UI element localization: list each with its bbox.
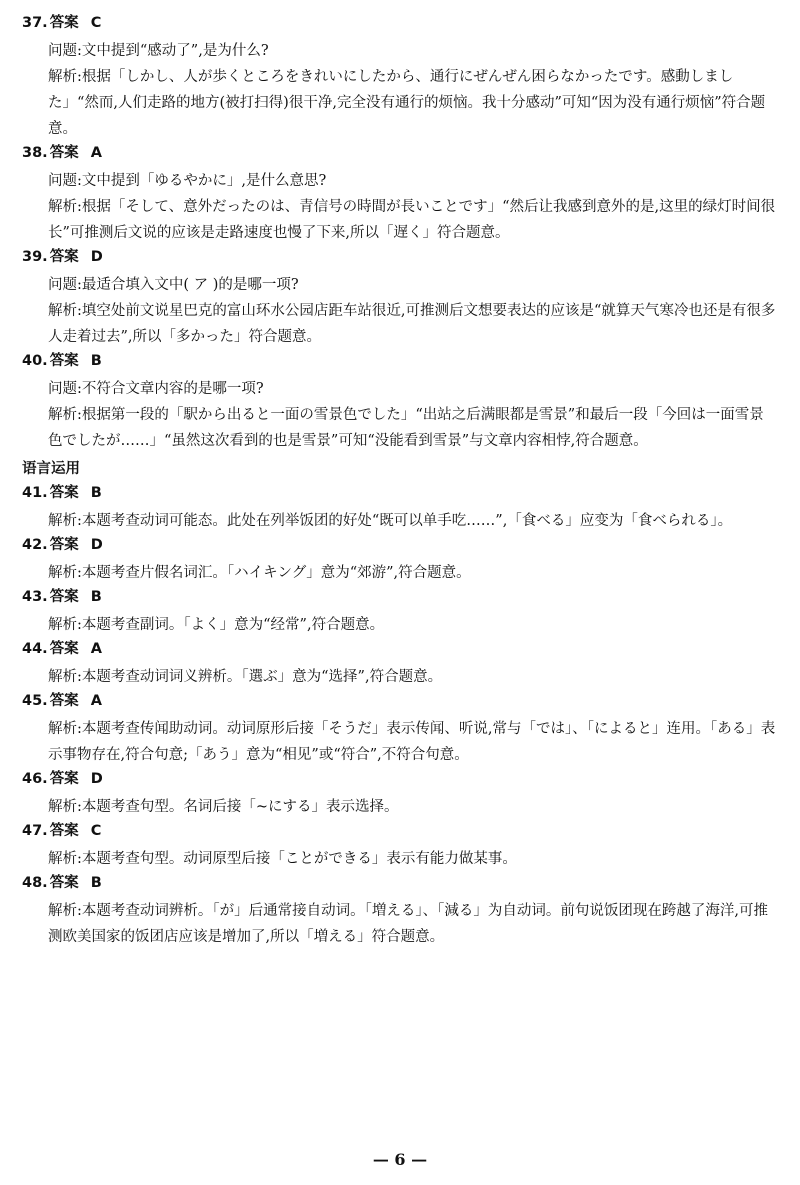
question-text: 问题:文中提到「ゆるやかに」,是什么意思?: [48, 173, 327, 189]
answer-header: [22, 872, 778, 898]
question-text: 问题:最适合填入文中( ア )的是哪一项?: [48, 277, 299, 293]
analysis-text: 解析:根据第一段的「駅から出ると一面の雪景色でした」“出站之后满眼都是雪景”和最后一段「今回は一面雪景色でしたが……」“虽然这次看到的也是雪景”可知“没能看到雪景”与文章内容相悖,符合题意。: [48, 407, 764, 449]
question-number: 48.: [22, 875, 48, 891]
answer-label: 答案: [49, 693, 79, 709]
answer-header: [22, 246, 778, 272]
answer-header: [22, 142, 778, 168]
answer-header: [22, 586, 778, 612]
answer-entry-46: [22, 768, 778, 820]
answer-header: [22, 350, 778, 376]
answer-entry-44: [22, 638, 778, 690]
answer-entry-43: [22, 586, 778, 638]
answer-option: D: [90, 249, 103, 265]
answer-entry-40: [22, 350, 778, 454]
question-number: 37.: [22, 15, 48, 31]
answer-option: C: [90, 823, 102, 839]
answer-label: 答案: [49, 589, 79, 605]
answer-label: 答案: [49, 15, 79, 31]
answer-header: [22, 690, 778, 716]
answer-option: B: [90, 485, 102, 501]
answer-entry-47: [22, 820, 778, 872]
answer-entry-48: [22, 872, 778, 950]
question-number: 39.: [22, 249, 48, 265]
answer-label: 答案: [49, 537, 79, 553]
question-number: 46.: [22, 771, 48, 787]
answer-label: 答案: [49, 353, 79, 369]
analysis-text: 解析:本题考查动词可能态。此处在列举饭团的好处“既可以单手吃……”,「食べる」应变为「食べられる」。: [48, 513, 733, 529]
answer-entry-38: [22, 142, 778, 246]
answer-header: [22, 638, 778, 664]
question-number: 40.: [22, 353, 48, 369]
answer-label: 答案: [49, 875, 79, 891]
answer-option: B: [90, 875, 102, 891]
answer-entry-45: [22, 690, 778, 768]
answer-option: B: [90, 589, 102, 605]
analysis-text: 解析:本题考查传闻助动词。动词原形后接「そうだ」表示传闻、听说,常与「では」、「によると」连用。「ある」表示事物存在,符合句意;「あう」意为“相见”或“符合”,不符合句意。: [48, 721, 776, 763]
analysis-text: 解析:填空处前文说星巴克的富山环水公园店距车站很近,可推测后文想要表达的应该是“就算天气寒冷也还是有很多人走着过去”,所以「多かった」符合题意。: [48, 303, 776, 345]
page-number: — 6 —: [372, 1150, 428, 1169]
analysis-text: 解析:本题考查句型。动词原型后接「ことができる」表示有能力做某事。: [48, 851, 517, 867]
question-text: 问题:不符合文章内容的是哪一项?: [48, 381, 264, 397]
question-text: 问题:文中提到“感动了”,是为什么?: [48, 43, 269, 59]
answer-option: A: [90, 641, 102, 657]
answer-option: D: [90, 771, 103, 787]
analysis-text: 解析:本题考查句型。名词后接「~にする」表示选择。: [48, 799, 399, 815]
answer-label: 答案: [49, 145, 79, 161]
question-number: 42.: [22, 537, 48, 553]
question-number: 45.: [22, 693, 48, 709]
answer-label: 答案: [49, 249, 79, 265]
answer-option: B: [90, 353, 102, 369]
answer-option: A: [90, 693, 102, 709]
analysis-text: 解析:根据「そして、意外だったのは、青信号の時間が長いことです」“然后让我感到意外的是,这里的绿灯时间很长”可推测后文说的应该是走路速度也慢了下来,所以「遅く」符合题意。: [48, 199, 776, 241]
question-number: 41.: [22, 485, 48, 501]
answer-entry-39: [22, 246, 778, 350]
analysis-text: 解析:本题考查片假名词汇。「ハイキング」意为“郊游”,符合题意。: [48, 565, 471, 581]
question-number: 38.: [22, 145, 48, 161]
answer-option: A: [90, 145, 102, 161]
answer-option: D: [90, 537, 103, 553]
answer-label: 答案: [49, 823, 79, 839]
answer-label: 答案: [49, 641, 79, 657]
answer-header: [22, 482, 778, 508]
question-number: 44.: [22, 641, 48, 657]
answer-label: 答案: [49, 485, 79, 501]
answer-header: [22, 534, 778, 560]
question-number: 47.: [22, 823, 48, 839]
analysis-text: 解析:本题考查动词辨析。「が」后通常接自动词。「増える」、「減る」为自动词。前句说饭团现在跨越了海洋,可推测欧美国家的饭团店应该是增加了,所以「増える」符合题意。: [48, 903, 768, 945]
analysis-text: 解析:根据「しかし、人が歩くところをきれいにしたから、通行にぜんぜん困らなかったです。感動しました」“然而,人们走路的地方(被打扫得)很干净,完全没有通行的烦恼。我十分感动”可知“因为没有通行烦恼”符合题意。: [48, 69, 766, 137]
answer-entry-41: [22, 482, 778, 534]
answer-header: [22, 768, 778, 794]
answer-option: C: [90, 15, 102, 31]
answer-header: [22, 12, 778, 38]
analysis-text: 解析:本题考查动词词义辨析。「選ぶ」意为“选择”,符合题意。: [48, 669, 443, 685]
answer-label: 答案: [49, 771, 79, 787]
section-heading: 语言运用: [22, 461, 80, 477]
answer-header: [22, 820, 778, 846]
answer-entry-42: [22, 534, 778, 586]
analysis-text: 解析:本题考查副词。「よく」意为“经常”,符合题意。: [48, 617, 385, 633]
question-number: 43.: [22, 589, 48, 605]
answer-entry-37: [22, 12, 778, 142]
